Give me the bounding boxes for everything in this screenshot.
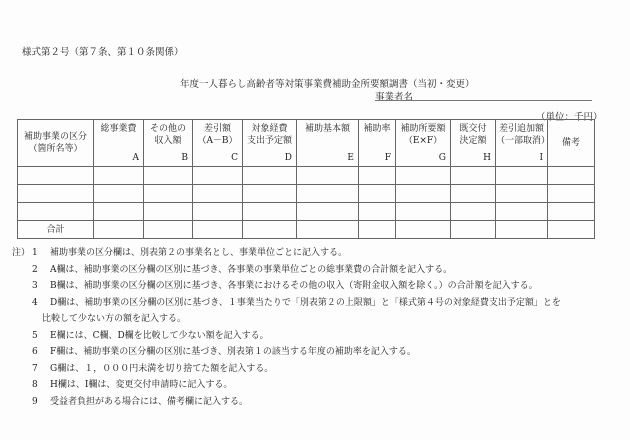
note-number: 1 [32, 248, 38, 258]
cell-h[interactable] [451, 185, 496, 203]
note-number: 6 [32, 347, 38, 357]
note-text: E欄には、C欄、D欄を比較して少ない額を記入する。 [50, 330, 269, 341]
column-letter: C [231, 153, 238, 163]
cell-e[interactable] [297, 167, 359, 185]
cell-a[interactable] [94, 185, 144, 203]
header-text [451, 120, 495, 147]
header-line: （一部取消） [496, 136, 551, 146]
note-text: 補助事業の区分欄は、別表第２の事業名とし、事業単位ごとに記入する。 [50, 248, 348, 258]
cell-d[interactable] [243, 203, 297, 221]
column-letter: H [483, 153, 491, 163]
col-header-a [94, 120, 144, 167]
cell-c[interactable] [193, 185, 243, 203]
note-number: 2 [32, 264, 38, 275]
header-text [243, 120, 296, 147]
cell-g[interactable] [396, 203, 451, 221]
total-f[interactable] [359, 221, 396, 239]
header-text: （箇所名等） [28, 144, 83, 154]
cell-i[interactable] [496, 167, 548, 185]
col-header-f [359, 120, 396, 167]
total-i[interactable] [496, 221, 548, 239]
cell-f[interactable] [359, 167, 396, 185]
cell-remarks[interactable] [548, 167, 595, 185]
column-letter: D [284, 153, 292, 163]
col-header-b [144, 120, 193, 167]
note-number: 7 [32, 363, 38, 374]
cell-b[interactable] [144, 185, 193, 203]
cell-h[interactable] [451, 167, 496, 185]
cell-g[interactable] [396, 185, 451, 203]
header-line: 決定額 [459, 136, 487, 146]
note-item [12, 328, 561, 345]
total-g[interactable] [396, 221, 451, 239]
column-letter: G [438, 153, 446, 163]
total-label: 合計 [18, 221, 94, 239]
header-row [18, 120, 595, 167]
col-header-remarks [548, 120, 595, 167]
column-letter: I [539, 153, 543, 163]
note-continuation: 比較して少ない方の額を記入する。 [42, 314, 187, 324]
cell-f[interactable] [359, 203, 396, 221]
col-header-i [496, 120, 551, 167]
table-row [18, 185, 595, 203]
note-item [12, 295, 561, 312]
cell-category[interactable] [18, 167, 94, 185]
form-number: 様式第２号（第７条、第１０条関係） [22, 47, 184, 58]
total-a[interactable] [94, 221, 144, 239]
total-row [18, 221, 595, 239]
header-text: 備考 [561, 138, 580, 148]
note-item [12, 278, 561, 295]
document-title: 年度一人暮らし高齢者等対策事業費補助金所要額調書（当初・変更） [180, 79, 475, 90]
header-line: （A－B） [197, 136, 238, 146]
column-letter: A [132, 153, 139, 163]
cell-b[interactable] [144, 203, 193, 221]
business-name-field[interactable] [375, 100, 592, 101]
header-line: 既交付 [459, 124, 487, 134]
header-text [144, 120, 192, 147]
note-text: H欄は、I欄は、変更交付申請時に記入する。 [50, 380, 233, 390]
note-number: 5 [32, 330, 38, 341]
note-number: 9 [32, 396, 38, 407]
col-header-h [451, 120, 496, 167]
col-header-g [396, 120, 451, 167]
header-line: 差引追加額 [498, 124, 544, 134]
cell-category[interactable] [18, 203, 94, 221]
note-text: G欄は、１，０００円未満を切り捨てた額を記入する。 [50, 363, 274, 374]
cell-e[interactable] [297, 203, 359, 221]
cell-g[interactable] [396, 167, 451, 185]
column-letter: F [384, 153, 391, 163]
cell-remarks[interactable] [548, 185, 595, 203]
header-line: 差引額 [203, 124, 231, 134]
header-text [193, 120, 242, 147]
header-text: 総事業費 [100, 124, 137, 134]
total-e[interactable] [297, 221, 359, 239]
note-text: F欄は、補助事業の区分欄の区別に基づき、別表第１の該当する年度の補助率を記入する。 [50, 347, 416, 357]
header-line: その他の [149, 124, 186, 134]
total-d[interactable] [243, 221, 297, 239]
cell-e[interactable] [297, 185, 359, 203]
note-item [12, 262, 561, 279]
note-text: B欄は、補助事業の区分欄の区別に基づき、各事業におけるその他の収入（寄附金収入額を除く。）の合計額を記入する。 [50, 281, 538, 291]
note-text: D欄は、補助事業の区分欄の区別に基づき、１事業当たりで「別表第２の上限額」と「様式第４号の対象経費支出予定額」とを [50, 297, 561, 308]
cell-h[interactable] [451, 203, 496, 221]
business-name-label: 事業者名 [375, 92, 414, 103]
cell-a[interactable] [94, 167, 144, 185]
header-line: 支出予定額 [246, 136, 292, 146]
notes-section [12, 245, 561, 410]
col-header-d [243, 120, 297, 167]
cell-i[interactable] [496, 203, 548, 221]
cell-a[interactable] [94, 203, 144, 221]
header-line: （E×F） [403, 136, 443, 146]
table-row [18, 203, 595, 221]
cell-category[interactable] [18, 185, 94, 203]
notes-prefix: 注） [12, 248, 31, 258]
header-line: 補助所要額 [400, 124, 446, 134]
header-text: 補助率 [363, 124, 391, 134]
note-item [12, 394, 561, 411]
total-c[interactable] [193, 221, 243, 239]
note-number: 8 [32, 380, 38, 390]
cell-f[interactable] [359, 185, 396, 203]
cell-i[interactable] [496, 185, 548, 203]
col-header-category [18, 120, 94, 167]
note-item [12, 344, 561, 361]
col-header-e [297, 120, 359, 167]
note-item [12, 361, 561, 378]
total-h[interactable] [451, 221, 496, 239]
subsidy-requirement-table [17, 119, 595, 239]
header-line: 対象経費 [251, 124, 288, 134]
header-text: 補助基本額 [304, 124, 350, 134]
note-item [12, 245, 561, 262]
header-text: 補助事業の区分 [23, 132, 87, 142]
cell-d[interactable] [243, 167, 297, 185]
header-text [496, 120, 551, 147]
cell-remarks[interactable] [548, 203, 595, 221]
table-row [18, 167, 595, 185]
total-b[interactable] [144, 221, 193, 239]
note-item [12, 377, 561, 394]
total-remarks[interactable] [548, 221, 595, 239]
col-header-c [193, 120, 243, 167]
header-text [396, 120, 450, 147]
column-letter: E [347, 153, 354, 163]
note-text: 受益者負担がある場合には、備考欄に記入する。 [50, 396, 249, 407]
cell-b[interactable] [144, 167, 193, 185]
header-line: 収入額 [154, 136, 182, 146]
note-text: A欄は、補助事業の区分欄の区別に基づき、各事業の事業単位ごとの総事業費の合計額を記入する。 [50, 264, 453, 275]
cell-d[interactable] [243, 185, 297, 203]
cell-c[interactable] [193, 203, 243, 221]
note-number: 4 [32, 297, 38, 308]
cell-c[interactable] [193, 167, 243, 185]
column-letter: B [181, 153, 188, 163]
unit-label: （単位：千円） [536, 112, 603, 123]
note-number: 3 [32, 281, 38, 291]
